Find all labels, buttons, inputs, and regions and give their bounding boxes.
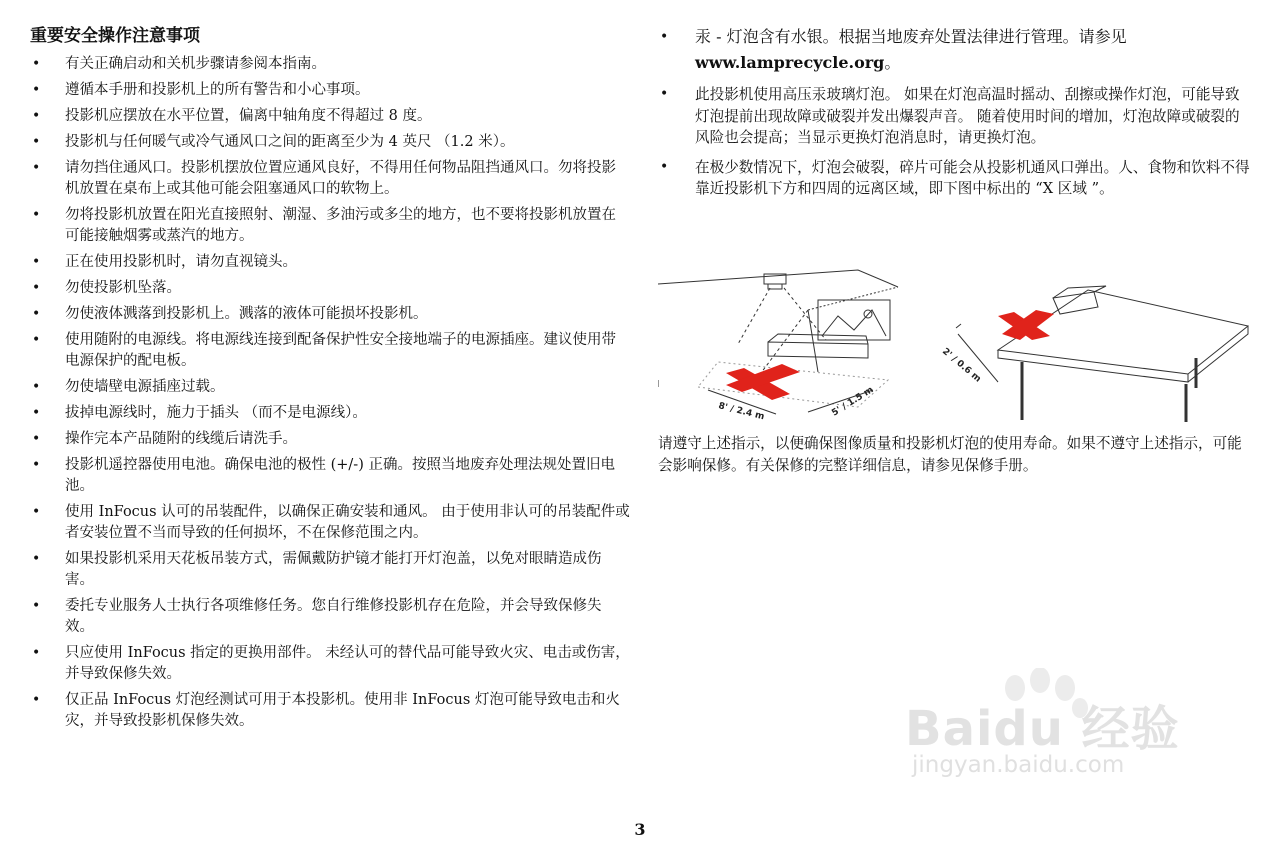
list-item: • 有关正确启动和关机步骤请参阅本指南。 bbox=[30, 54, 630, 75]
list-item: • 遵循本手册和投影机上的所有警告和小心事项。 bbox=[30, 80, 630, 101]
list-item: • 投影机遥控器使用电池。确保电池的极性 (+/-) 正确。按照当地废弃处理法规处置旧电池。 bbox=[30, 455, 630, 497]
lamprecycle-link[interactable]: www.lamprecycle.org bbox=[695, 53, 885, 72]
section-title: 重要安全操作注意事项 bbox=[30, 26, 200, 46]
mercury-text: 汞 - 灯泡含有水银。根据当地废弃处置法律进行管理。请参见 bbox=[695, 27, 1127, 46]
list-item: • 操作完本产品随附的线缆后请洗手。 bbox=[30, 429, 630, 450]
list-item: • 只应使用 InFocus 指定的更换用部件。 未经认可的替代品可能导致火灾、电击或伤害，并导致保修失效。 bbox=[30, 643, 630, 685]
baidu-watermark-url: jingyan.baidu.com bbox=[912, 752, 1125, 778]
x-zone-illustration bbox=[658, 262, 1258, 432]
list-item: • 请勿挡住通风口。投影机摆放位置应通风良好，不得用任何物品阻挡通风口。勿将投影机放置在桌布上或其他可能会阻塞通风口的软物上。 bbox=[30, 158, 630, 200]
list-item: • 投影机与任何暖气或冷气通风口之间的距离至少为 4 英尺 （1.2 米）。 bbox=[30, 132, 630, 153]
page-number: 3 bbox=[634, 820, 646, 839]
list-item: • 使用随附的电源线。将电源线连接到配备保护性安全接地端子的电源插座。建议使用带电源保护的配电板。 bbox=[30, 330, 630, 372]
list-item: • 投影机应摆放在水平位置，偏离中轴角度不得超过 8 度。 bbox=[30, 106, 630, 127]
compliance-paragraph: 请遵守上述指示，以便确保图像质量和投影机灯泡的使用寿命。如果不遵守上述指示，可能会影响保修。有关保修的完整详细信息，请参见保修手册。 bbox=[658, 435, 1242, 474]
list-item: • 如果投影机采用天花板吊装方式，需佩戴防护镜才能打开灯泡盖，以免对眼睛造成伤害。 bbox=[30, 549, 630, 591]
x-mark-right bbox=[998, 310, 1054, 340]
dist-label-8ft: 8' / 2.4 m bbox=[717, 401, 766, 423]
dist-label-2ft: 2' / 0.6 m bbox=[940, 346, 983, 385]
baidu-watermark-text: Baidu 经验 bbox=[905, 701, 1180, 757]
table-scene bbox=[956, 286, 1248, 422]
lamp-safety-list bbox=[658, 24, 1253, 200]
list-item: • 正在使用投影机时，请勿直视镜头。 bbox=[30, 252, 630, 273]
list-item: • 勿将投影机放置在阳光直接照射、潮湿、多油污或多尘的地方，也不要将投影机放置在可能接触烟雾或蒸汽的地方。 bbox=[30, 205, 630, 247]
list-item: • 委托专业服务人士执行各项维修任务。您自行维修投影机存在危险，并会导致保修失效。 bbox=[30, 596, 630, 638]
dist-label-5ft: 5' / 1.5 m bbox=[830, 385, 876, 419]
list-item-lamp-rupture: • 在极少数情况下，灯泡会破裂，碎片可能会从投影机通风口弹出。人、食物和饮料不得靠近投影机下方和四周的远离区域，即下图中标出的 “X 区域 ”。 bbox=[658, 157, 1253, 200]
safety-list bbox=[30, 54, 630, 732]
left-column bbox=[30, 24, 630, 737]
list-item: • 勿使液体溅落到投影机上。溅落的液体可能损坏投影机。 bbox=[30, 304, 630, 325]
list-item: • 勿使墙壁电源插座过载。 bbox=[30, 377, 630, 398]
x-mark-left bbox=[726, 364, 800, 400]
list-item: • 使用 InFocus 认可的吊装配件，以确保正确安装和通风。 由于使用非认可的吊装配件或者安装位置不当而导致的任何损坏，不在保修范围之内。 bbox=[30, 502, 630, 544]
mercury-end: 。 bbox=[884, 53, 901, 72]
list-item: • 仅正品 InFocus 灯泡经测试可用于本投影机。使用非 InFocus 灯泡可能导致电击和火灾，并导致投影机保修失效。 bbox=[30, 690, 630, 732]
list-item-lamp-pressure: • 此投影机使用高压汞玻璃灯泡。 如果在灯泡高温时摇动、刮擦或操作灯泡，可能导致灯泡提前出现故障或破裂并发出爆裂声音。 随着使用时间的增加，灯泡故障或破裂的风险也会提高；当显示更换灯泡消息时，请更换灯泡。 bbox=[658, 84, 1253, 149]
list-item-mercury bbox=[658, 24, 1253, 76]
list-item: • 拔掉电源线时，施力于插头 （而不是电源线）。 bbox=[30, 403, 630, 424]
right-column bbox=[658, 24, 1253, 208]
list-item: • 勿使投影机坠落。 bbox=[30, 278, 630, 299]
